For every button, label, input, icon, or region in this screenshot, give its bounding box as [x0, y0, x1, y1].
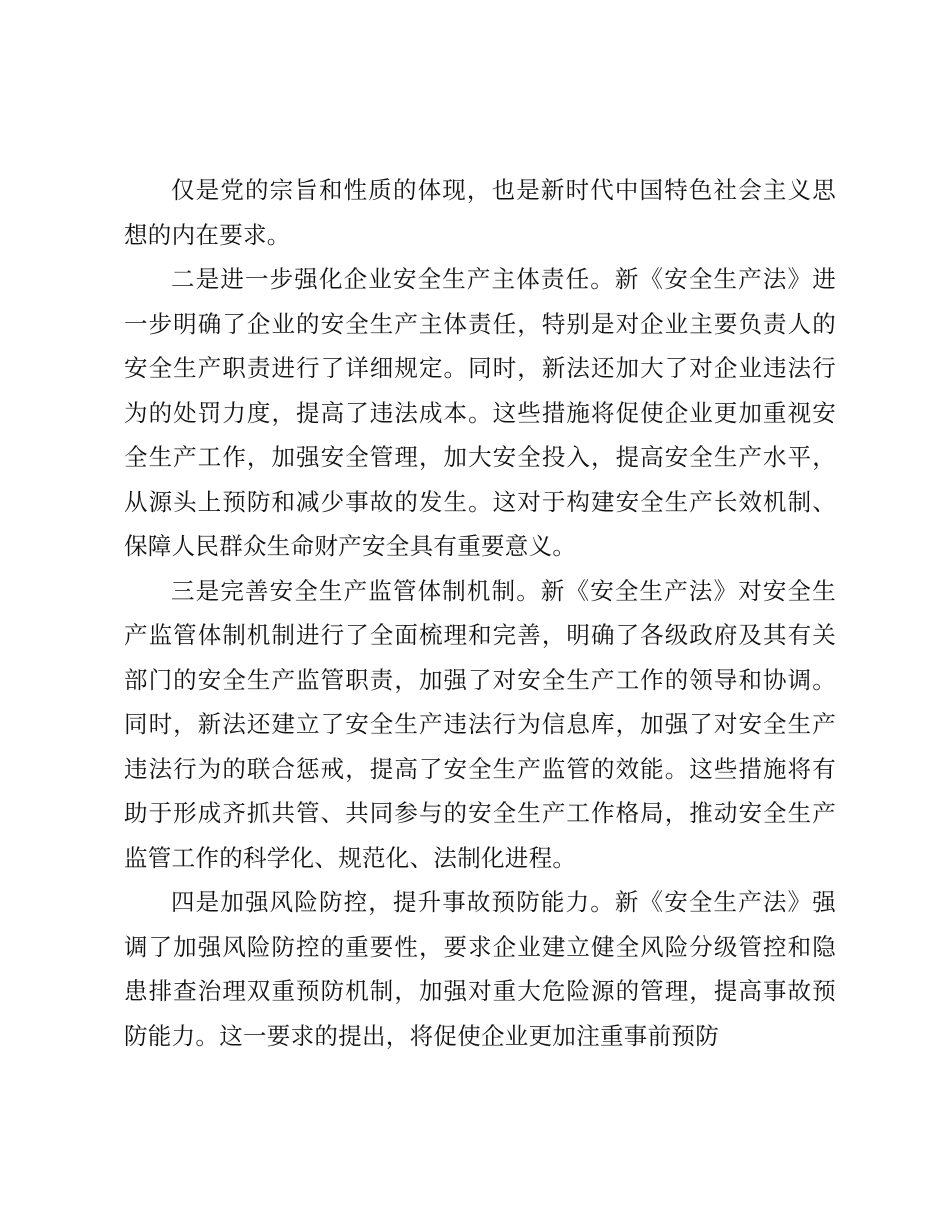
paragraph-continuation: 仅是党的宗旨和性质的体现，也是新时代中国特色社会主义思想的内在要求。 [124, 176, 836, 249]
document-body [124, 168, 836, 1058]
paragraph-point-three: 三是完善安全生产监管体制机制。新《安全生产法》对安全生产监管体制机制进行了全面梳理和完善，明确了各级政府及其有关部门的安全生产监管职责，加强了对安全生产工作的领导和协调。同时，新法还建立了安全生产违法行为信息库，加强了对安全生产违法行为的联合惩戒，提高了安全生产监管的效能。这些措施将有助于形成齐抓共管、共同参与的安全生产工作格局，推动安全生产监管工作的科学化、规范化、法制化进程。 [124, 576, 836, 872]
paragraph-point-two: 二是进一步强化企业安全生产主体责任。新《安全生产法》进一步明确了企业的安全生产主体责任，特别是对企业主要负责人的安全生产职责进行了详细规定。同时，新法还加大了对企业违法行为的处罚力度，提高了违法成本。这些措施将促使企业更加重视安全生产工作，加强安全管理，加大安全投入，提高安全生产水平，从源头上预防和减少事故的发生。这对于构建安全生产长效机制、保障人民群众生命财产安全具有重要意义。 [124, 265, 836, 560]
paragraph-point-four: 四是加强风险防控，提升事故预防能力。新《安全生产法》强调了加强风险防控的重要性，要求企业建立健全风险分级管控和隐患排查治理双重预防机制，加强对重大危险源的管理，提高事故预防能力。这一要求的提出，将促使企业更加注重事前预防 [124, 888, 836, 1050]
